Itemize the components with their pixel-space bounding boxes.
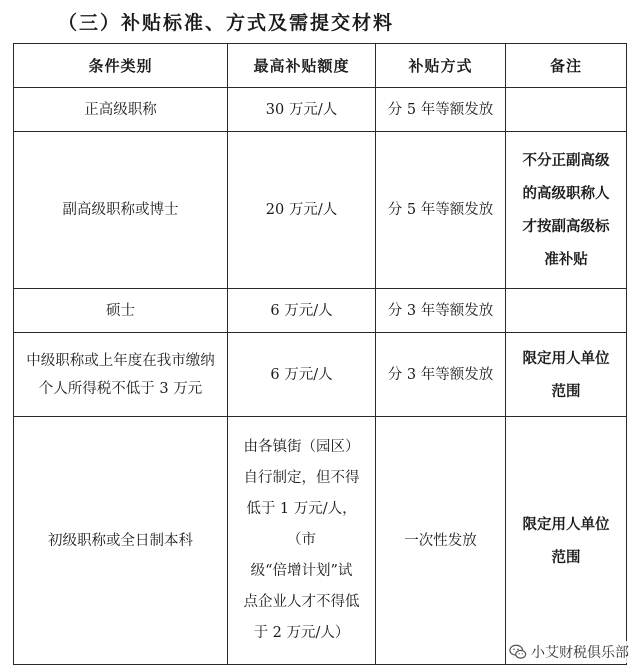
cell-amount: 6 万元/人 <box>228 333 376 417</box>
note-line: 准补贴 <box>544 251 588 268</box>
header-method: 补贴方式 <box>376 44 506 88</box>
subsidy-table <box>13 43 627 665</box>
table-row <box>14 417 627 665</box>
cell-method: 分 3 年等额发放 <box>376 289 506 333</box>
category-line: 个人所得税不低于 3 万元 <box>38 380 203 397</box>
cell-note <box>506 88 627 132</box>
cell-amount <box>228 417 376 665</box>
table-row <box>14 132 627 289</box>
wechat-icon <box>509 643 527 661</box>
note-line: 限定用人单位 <box>522 515 610 533</box>
table-row <box>14 289 627 333</box>
note-line: 不分正副高级 <box>522 152 610 169</box>
section-title: （三）补贴标准、方式及需提交材料 <box>58 12 395 34</box>
note-line: 的高级职称人 <box>522 185 610 202</box>
table-header-row <box>14 44 627 88</box>
cell-category: 初级职称或全日制本科 <box>14 417 228 665</box>
cell-category: 正高级职称 <box>14 88 228 132</box>
note-line: 才按副高级标 <box>522 218 610 235</box>
cell-category: 副高级职称或博士 <box>14 132 228 289</box>
watermark <box>506 641 632 663</box>
cell-amount: 30 万元/人 <box>228 88 376 132</box>
cell-category: 硕士 <box>14 289 228 333</box>
amount-line: 由各镇街（园区） <box>243 439 360 455</box>
cell-category <box>14 333 228 417</box>
category-line: 中级职称或上年度在我市缴纳 <box>26 352 215 369</box>
watermark-text: 小艾财税俱乐部 <box>531 645 629 661</box>
cell-method: 分 5 年等额发放 <box>376 88 506 132</box>
header-amount: 最高补贴额度 <box>228 44 376 88</box>
header-note: 备注 <box>506 44 627 88</box>
note-line: 范围 <box>551 548 581 566</box>
cell-note <box>506 417 627 665</box>
cell-amount: 6 万元/人 <box>228 289 376 333</box>
table-row <box>14 88 627 132</box>
cell-method: 分 5 年等额发放 <box>376 132 506 289</box>
cell-amount: 20 万元/人 <box>228 132 376 289</box>
amount-line: 点企业人才不得低 <box>243 594 360 610</box>
cell-note <box>506 333 627 417</box>
amount-line: 低于 1 万元/人，（市 <box>246 501 357 548</box>
note-line: 范围 <box>551 382 581 400</box>
amount-line: 于 2 万元/人） <box>253 625 350 641</box>
cell-method: 分 3 年等额发放 <box>376 333 506 417</box>
header-category: 条件类别 <box>14 44 228 88</box>
note-line: 限定用人单位 <box>522 349 610 367</box>
cell-note <box>506 132 627 289</box>
table-row <box>14 333 627 417</box>
cell-method: 一次性发放 <box>376 417 506 665</box>
amount-line: 自行制定，但不得 <box>243 470 360 486</box>
amount-line: 级“倍增计划”试 <box>250 563 353 579</box>
cell-note <box>506 289 627 333</box>
